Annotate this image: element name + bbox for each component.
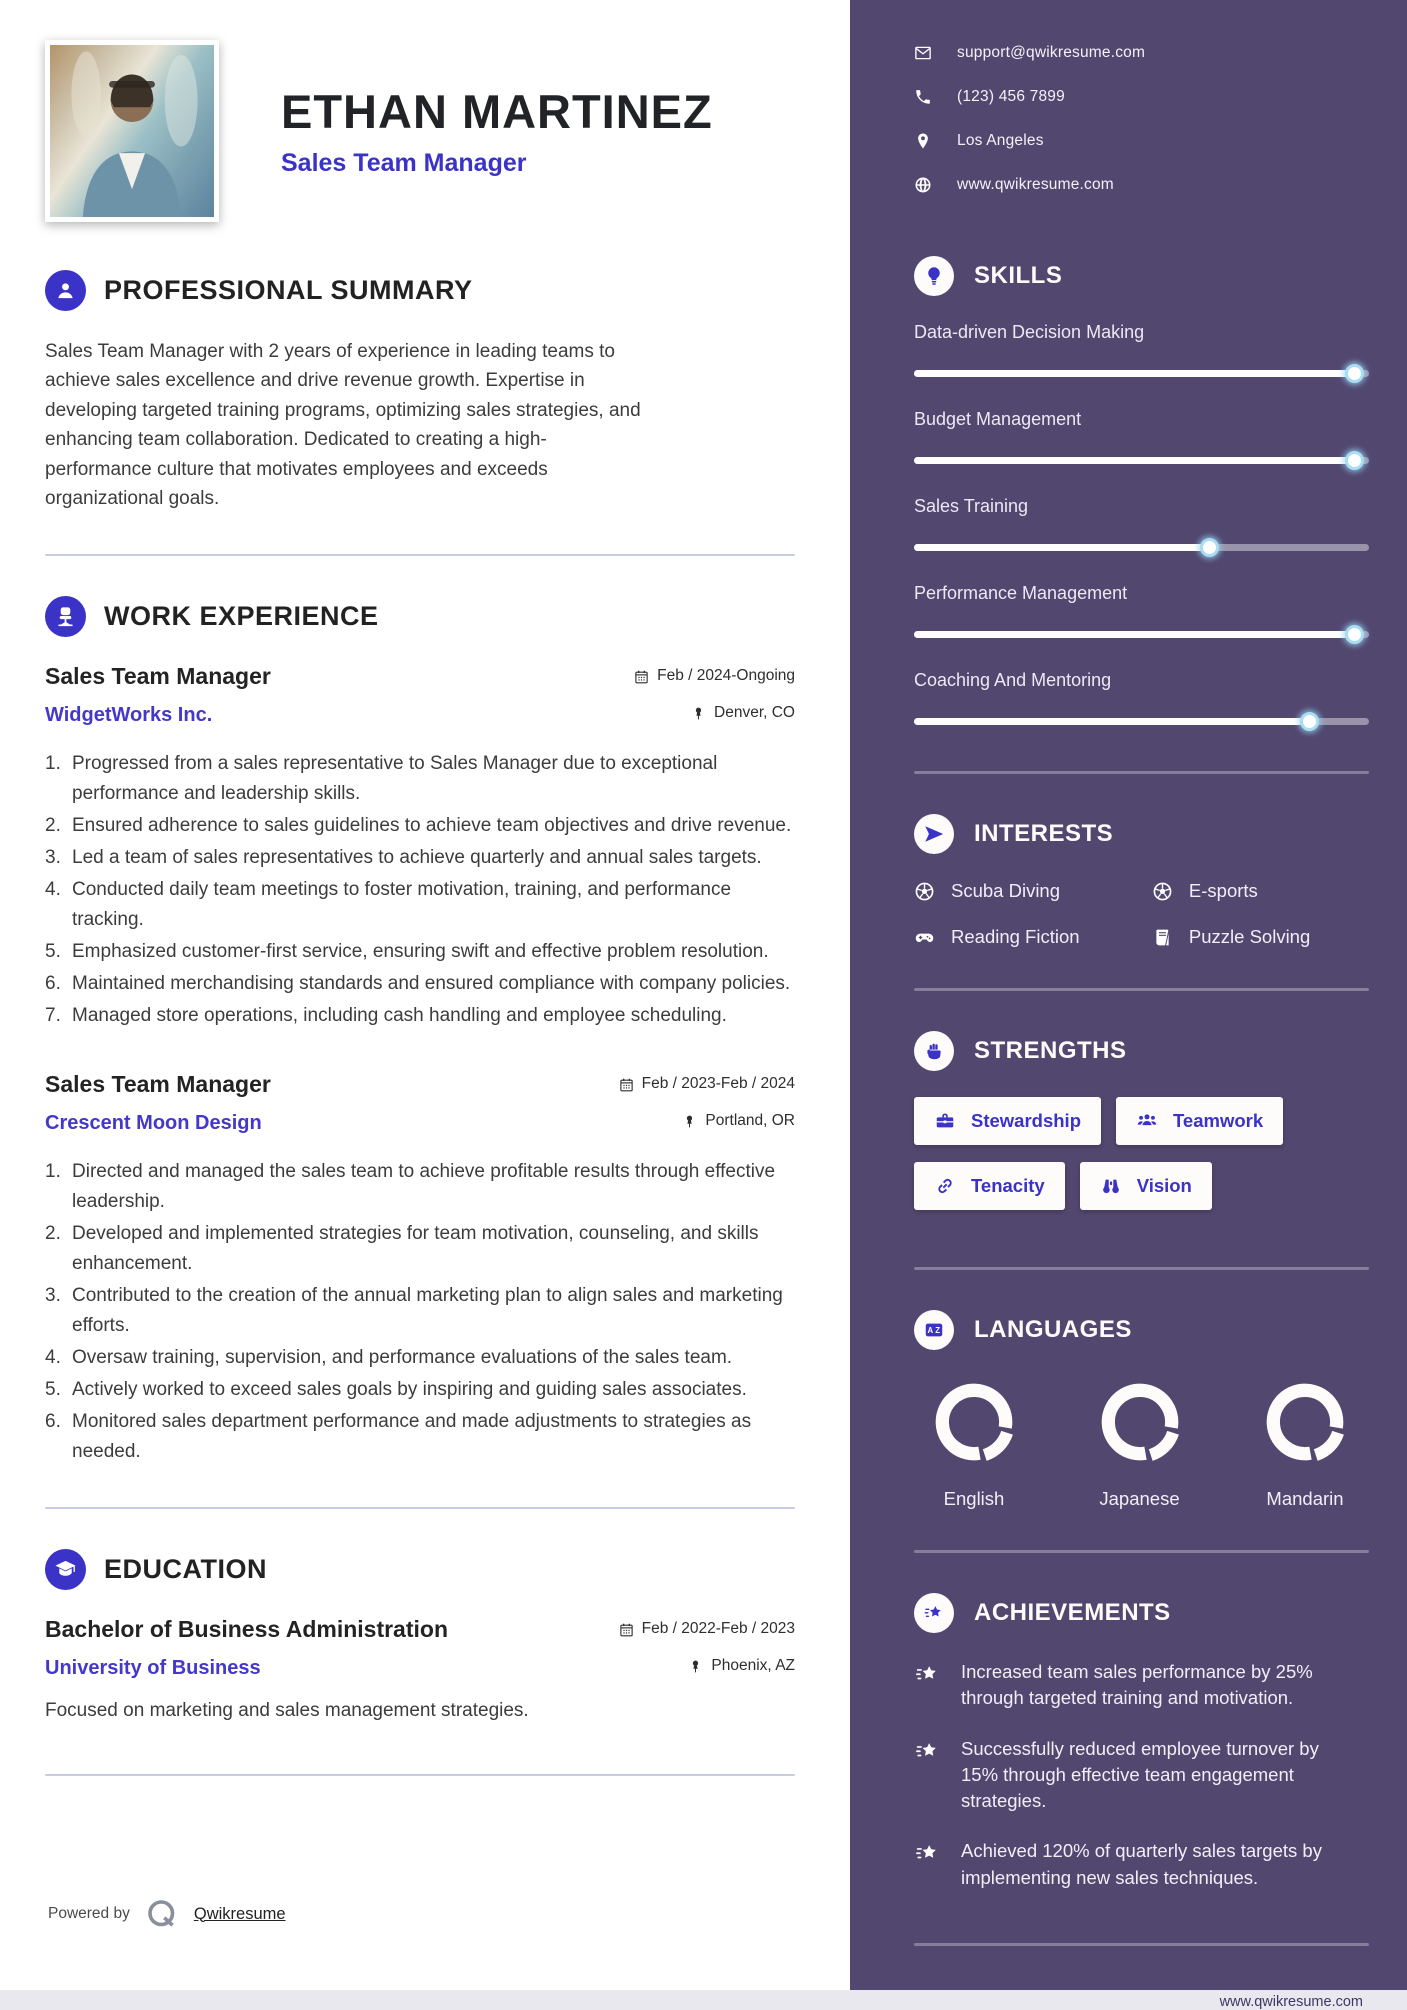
company-link[interactable]: Crescent Moon Design bbox=[45, 1111, 262, 1134]
job-bullet: Developed and implemented strategies for team motivation, counseling, and skills enhancement. bbox=[72, 1222, 759, 1274]
education-section-header bbox=[45, 1549, 795, 1590]
svg-text:Z: Z bbox=[935, 1326, 941, 1336]
interest-label: Scuba Diving bbox=[951, 880, 1061, 901]
svg-text:A: A bbox=[927, 1326, 934, 1336]
shooting-star-icon bbox=[914, 1593, 954, 1633]
footer bbox=[48, 1896, 286, 1932]
degree-name: Bachelor of Business Administration bbox=[45, 1615, 448, 1642]
divider bbox=[45, 1774, 795, 1776]
summary-section-title: PROFESSIONAL SUMMARY bbox=[104, 275, 473, 305]
job-bullet-list bbox=[45, 1157, 795, 1467]
strength-chip bbox=[1080, 1162, 1212, 1210]
job-role: Sales Team Manager bbox=[45, 662, 271, 689]
interest-item bbox=[1152, 880, 1369, 902]
identity-header bbox=[45, 40, 795, 222]
strength-chip bbox=[914, 1162, 1065, 1210]
fist-icon bbox=[914, 1031, 954, 1071]
education-dates: Feb / 2022-Feb / 2023 bbox=[619, 1620, 795, 1638]
skill-item bbox=[914, 322, 1369, 383]
interest-label: Reading Fiction bbox=[951, 926, 1080, 947]
job-bullet: Maintained merchandising standards and ensured compliance with company policies. bbox=[72, 972, 791, 994]
gamepad-icon bbox=[914, 927, 935, 948]
shooting-star-icon bbox=[914, 1840, 941, 1867]
globe-icon bbox=[914, 176, 932, 194]
job-bullet: Monitored sales department performance and made adjustments to strategies as needed. bbox=[72, 1410, 752, 1462]
person-job-title: Sales Team Manager bbox=[281, 149, 527, 177]
shooting-star-icon bbox=[914, 1661, 941, 1688]
language-item bbox=[914, 1376, 1034, 1510]
skill-slider bbox=[914, 451, 1369, 470]
profile-photo bbox=[45, 40, 219, 222]
skill-label: Sales Training bbox=[914, 496, 1029, 516]
strength-chip bbox=[914, 1097, 1101, 1145]
skill-slider bbox=[914, 538, 1369, 557]
strength-label: Tenacity bbox=[971, 1175, 1045, 1196]
envelope-icon bbox=[914, 44, 932, 62]
calendar-icon bbox=[634, 669, 649, 684]
contact-location bbox=[914, 132, 1369, 150]
binoculars-icon bbox=[1100, 1175, 1122, 1197]
language-donut-chart bbox=[1094, 1376, 1186, 1468]
language-item bbox=[1245, 1376, 1365, 1510]
location-value: Los Angeles bbox=[957, 132, 1044, 149]
achievement-text: Successfully reduced employee turnover by 15% through effective team engagement strategies. bbox=[961, 1737, 1319, 1812]
interest-label: Puzzle Solving bbox=[1188, 926, 1311, 947]
website-value: www.qwikresume.com bbox=[957, 176, 1114, 193]
watermark-url: www.qwikresume.com bbox=[1219, 1993, 1363, 2010]
language-item bbox=[1080, 1376, 1200, 1510]
interests-section-header bbox=[914, 814, 1369, 854]
divider bbox=[45, 554, 795, 556]
education-location: Phoenix, AZ bbox=[688, 1657, 795, 1675]
slider-fill bbox=[914, 718, 1310, 725]
work-section-header bbox=[45, 596, 795, 637]
skill-item bbox=[914, 496, 1369, 557]
slider-thumb[interactable] bbox=[1345, 451, 1364, 470]
divider bbox=[914, 988, 1369, 991]
languages-section-header bbox=[914, 1310, 1369, 1350]
job-dates: Feb / 2024-Ongoing bbox=[634, 667, 795, 685]
soccer-ball-icon bbox=[914, 881, 935, 902]
language-donut-chart bbox=[1259, 1376, 1351, 1468]
contact-phone bbox=[914, 88, 1369, 106]
interests-grid bbox=[914, 880, 1369, 948]
person-name: ETHAN MARTINEZ bbox=[281, 85, 713, 138]
strength-label: Stewardship bbox=[971, 1110, 1081, 1131]
skill-item bbox=[914, 409, 1369, 470]
skill-label: Performance Management bbox=[914, 583, 1128, 603]
divider bbox=[914, 1267, 1369, 1270]
achievement-item bbox=[914, 1736, 1369, 1815]
languages-row bbox=[914, 1376, 1369, 1510]
lightbulb-icon bbox=[914, 256, 954, 296]
interest-item bbox=[914, 926, 1142, 948]
job-role: Sales Team Manager bbox=[45, 1070, 271, 1097]
pushpin-icon bbox=[682, 1114, 697, 1129]
slider-fill bbox=[914, 370, 1355, 377]
divider bbox=[914, 771, 1369, 774]
toolbox-icon bbox=[934, 1110, 956, 1132]
skill-label: Coaching And Mentoring bbox=[914, 670, 1112, 690]
interest-label: E-sports bbox=[1188, 880, 1258, 901]
interests-section-title: INTERESTS bbox=[974, 820, 1114, 847]
job-bullet: Ensured adherence to sales guidelines to achieve team objectives and drive revenue. bbox=[72, 814, 792, 836]
education-section-title: EDUCATION bbox=[104, 1553, 267, 1584]
education-entry bbox=[45, 1616, 795, 1722]
slider-thumb[interactable] bbox=[1300, 712, 1319, 731]
chain-icon bbox=[934, 1175, 956, 1197]
strengths-section-title: STRENGTHS bbox=[974, 1037, 1127, 1064]
job-bullet: Progressed from a sales representative to Sales Manager due to exceptional performance and leadership skills. bbox=[72, 752, 718, 804]
paper-plane-icon bbox=[914, 814, 954, 854]
interest-item bbox=[914, 880, 1142, 902]
skill-slider bbox=[914, 364, 1369, 383]
job-bullet: Actively worked to exceed sales goals by inspiring and guiding sales associates. bbox=[72, 1378, 747, 1400]
slider-thumb[interactable] bbox=[1345, 625, 1364, 644]
pushpin-icon bbox=[691, 706, 706, 721]
contact-email bbox=[914, 44, 1369, 62]
language-label: Japanese bbox=[1099, 1488, 1180, 1509]
skills-section-title: SKILLS bbox=[974, 262, 1063, 289]
job-bullet: Contributed to the creation of the annual marketing plan to align sales and marketing efforts. bbox=[72, 1284, 783, 1336]
office-chair-icon bbox=[45, 596, 86, 637]
strength-chips bbox=[914, 1097, 1369, 1227]
calendar-icon bbox=[619, 1077, 634, 1092]
graduation-icon bbox=[45, 1549, 86, 1590]
skill-item bbox=[914, 670, 1369, 731]
job-bullet: Oversaw training, supervision, and performance evaluations of the sales team. bbox=[72, 1346, 733, 1368]
team-icon bbox=[1136, 1110, 1158, 1132]
company-link[interactable]: WidgetWorks Inc. bbox=[45, 703, 213, 726]
divider bbox=[45, 1507, 795, 1509]
summary-text: Sales Team Manager with 2 years of experience in leading teams to achieve sales excellence and drive revenue growth. Expertise in developing targeted training programs, optimizing sales strategies, and enhancing team collaboration. Dedicated to creating a high-performance culture that motivates employees and exceeds organizational goals. bbox=[45, 341, 641, 510]
job-bullet: Emphasized customer-first service, ensuring swift and effective problem resolution. bbox=[72, 940, 769, 962]
slider-fill bbox=[914, 631, 1355, 638]
job-bullet: Conducted daily team meetings to foster motivation, training, and performance tracking. bbox=[72, 878, 732, 930]
skill-label: Budget Management bbox=[914, 409, 1082, 429]
phone-icon bbox=[914, 88, 932, 106]
achievements-section-title: ACHIEVEMENTS bbox=[974, 1599, 1171, 1626]
slider-thumb[interactable] bbox=[1345, 364, 1364, 383]
education-description: Focused on marketing and sales management strategies. bbox=[45, 1699, 529, 1721]
achievement-item bbox=[914, 1659, 1369, 1712]
job-entry bbox=[45, 663, 795, 1031]
job-bullet-list bbox=[45, 749, 795, 1031]
achievement-text: Achieved 120% of quarterly sales targets by implementing new sales techniques. bbox=[961, 1840, 1322, 1888]
map-pin-icon bbox=[914, 132, 932, 150]
pushpin-icon bbox=[688, 1659, 703, 1674]
contact-website[interactable] bbox=[914, 176, 1369, 194]
achievements-section-header bbox=[914, 1593, 1369, 1633]
job-location: Portland, OR bbox=[682, 1112, 795, 1130]
soccer-ball-icon bbox=[1152, 881, 1173, 902]
strength-chip bbox=[1116, 1097, 1283, 1145]
strength-label: Vision bbox=[1136, 1175, 1192, 1196]
phone-value: (123) 456 7899 bbox=[957, 88, 1065, 105]
contact-block bbox=[914, 44, 1369, 194]
job-bullet: Directed and managed the sales team to achieve profitable results through effective leadership. bbox=[72, 1160, 776, 1212]
strengths-section-header bbox=[914, 1031, 1369, 1071]
job-entry bbox=[45, 1071, 795, 1467]
skill-slider bbox=[914, 712, 1369, 731]
languages-section-title: LANGUAGES bbox=[974, 1316, 1132, 1343]
interest-item bbox=[1152, 926, 1369, 948]
job-dates: Feb / 2023-Feb / 2024 bbox=[619, 1075, 795, 1093]
language-donut-chart bbox=[928, 1376, 1020, 1468]
strength-label: Teamwork bbox=[1173, 1110, 1264, 1131]
sidebar bbox=[850, 0, 1407, 2010]
job-bullet: Managed store operations, including cash handling and employee scheduling. bbox=[72, 1004, 727, 1026]
slider-thumb[interactable] bbox=[1200, 538, 1219, 557]
qwikresume-logo-icon bbox=[144, 1896, 180, 1932]
achievement-item bbox=[914, 1838, 1369, 1891]
person-icon bbox=[45, 270, 86, 311]
summary-section-header bbox=[45, 270, 795, 311]
language-label: Mandarin bbox=[1266, 1488, 1344, 1509]
slider-fill bbox=[914, 457, 1355, 464]
divider bbox=[914, 1550, 1369, 1553]
book-icon bbox=[1152, 927, 1173, 948]
slider-fill bbox=[914, 544, 1210, 551]
skills-section-header bbox=[914, 256, 1369, 296]
skill-label: Data-driven Decision Making bbox=[914, 322, 1145, 342]
achievement-text: Increased team sales performance by 25% through targeted training and motivation. bbox=[961, 1661, 1313, 1709]
skill-slider bbox=[914, 625, 1369, 644]
divider bbox=[914, 1943, 1369, 1946]
powered-by-label: Powered by bbox=[48, 1905, 130, 1922]
profile-photo-silhouette bbox=[50, 45, 214, 217]
job-location: Denver, CO bbox=[691, 704, 795, 722]
school-link[interactable]: University of Business bbox=[45, 1656, 261, 1679]
qwikresume-link[interactable]: Qwikresume bbox=[193, 1904, 286, 1923]
translate-icon bbox=[914, 1310, 954, 1350]
language-label: English bbox=[943, 1488, 1005, 1509]
skill-item bbox=[914, 583, 1369, 644]
email-value: support@qwikresume.com bbox=[957, 44, 1146, 61]
work-section-title: WORK EXPERIENCE bbox=[104, 600, 379, 631]
job-bullet: Led a team of sales representatives to achieve quarterly and annual sales targets. bbox=[72, 846, 762, 868]
calendar-icon bbox=[619, 1622, 634, 1637]
shooting-star-icon bbox=[914, 1738, 941, 1765]
